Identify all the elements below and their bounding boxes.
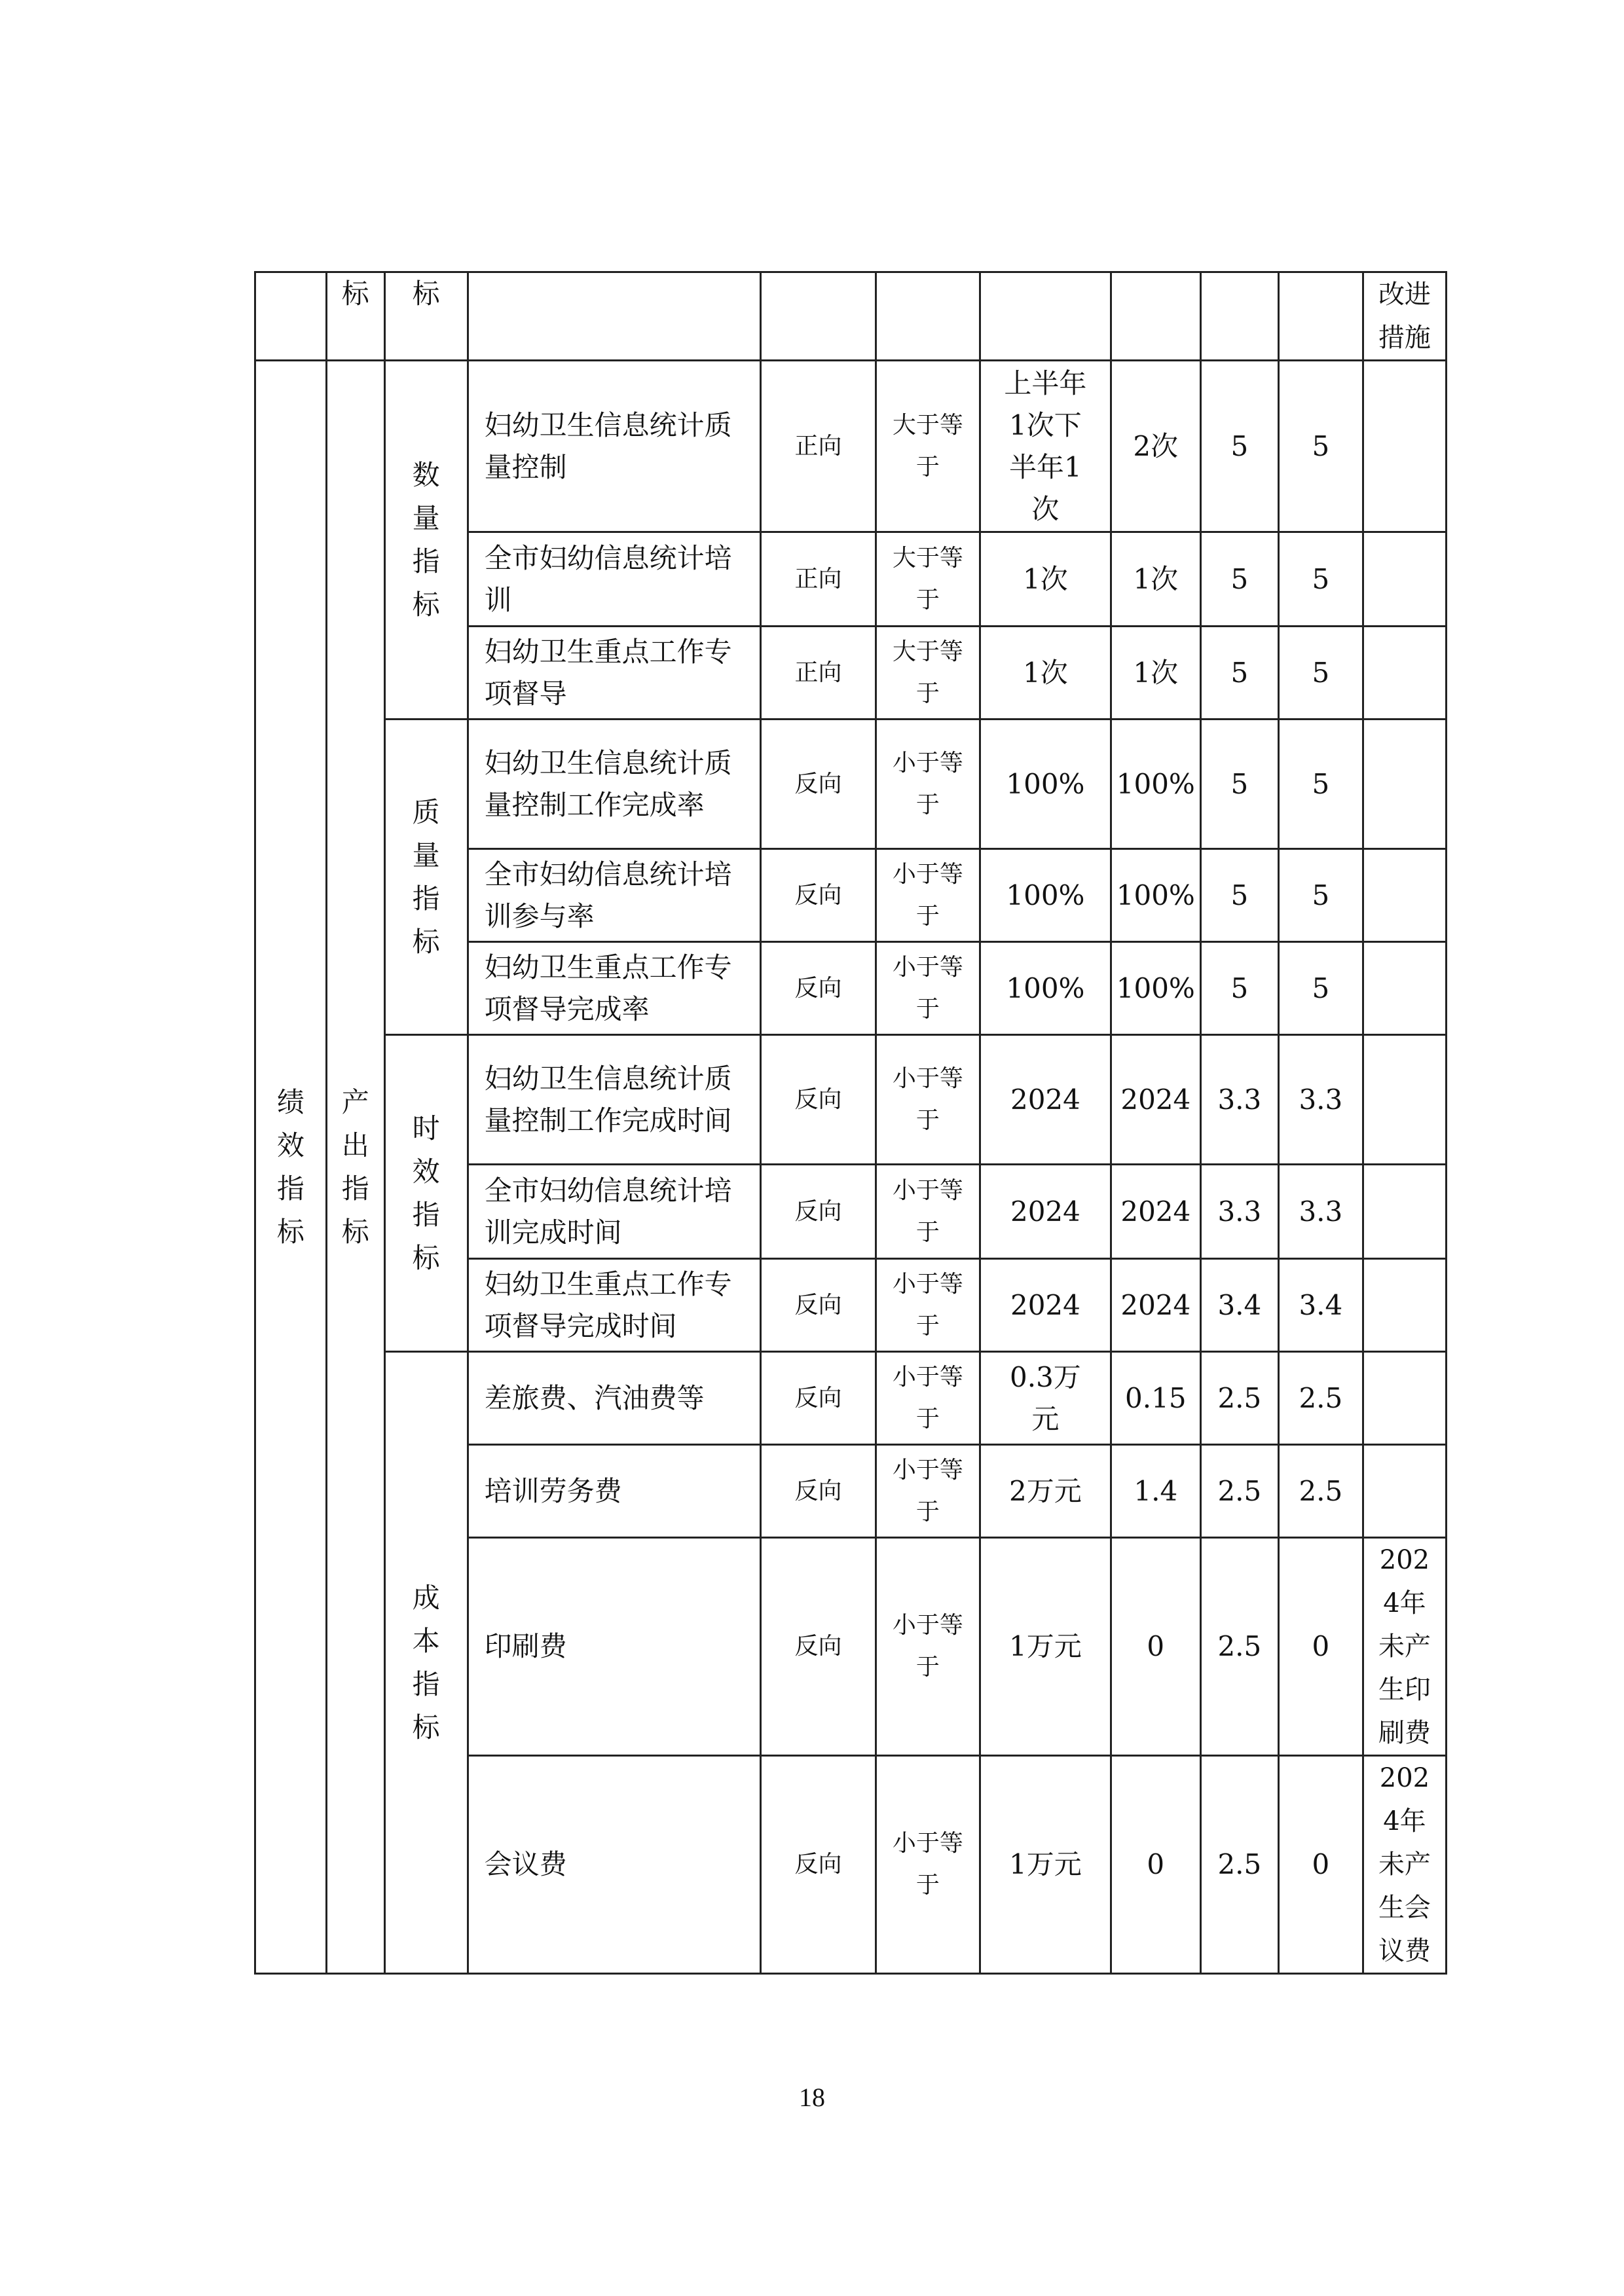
actual-cell: 1.4 — [1111, 1445, 1200, 1538]
weight-cell: 3.3 — [1200, 1035, 1278, 1165]
header-cell-weight — [1200, 272, 1278, 361]
header-cell-indicator — [468, 272, 761, 361]
target-cell: 100% — [980, 942, 1111, 1035]
actual-cell: 1次 — [1111, 532, 1200, 627]
score-cell: 5 — [1278, 361, 1363, 532]
indicator-cell: 会议费 — [468, 1756, 761, 1974]
weight-cell: 5 — [1200, 532, 1278, 627]
level2-cell — [326, 361, 384, 1974]
score-cell: 2.5 — [1278, 1352, 1363, 1445]
comparison-text: 小于等于 — [892, 1176, 963, 1246]
weight-cell: 2.5 — [1200, 1445, 1278, 1538]
target-cell: 2024 — [980, 1259, 1111, 1352]
header-cell-improvement — [1363, 272, 1446, 361]
comparison-cell — [876, 1165, 980, 1259]
score-cell: 5 — [1278, 627, 1363, 720]
direction-cell: 反向 — [761, 1445, 876, 1538]
actual-cell: 2024 — [1111, 1259, 1200, 1352]
comparison-cell — [876, 532, 980, 627]
comparison-text: 小于等于 — [892, 1612, 963, 1681]
score-cell: 5 — [1278, 849, 1363, 942]
weight-cell: 2.5 — [1200, 1538, 1278, 1756]
target-cell: 2024 — [980, 1035, 1111, 1165]
table-header-row — [255, 272, 1447, 361]
remark-cell — [1363, 532, 1446, 627]
weight-cell: 5 — [1200, 849, 1278, 942]
indicator-cell: 全市妇幼信息统计培训参与率 — [468, 849, 761, 942]
table-row — [255, 720, 1447, 849]
header-cell-actual — [1111, 272, 1200, 361]
comparison-text: 小于等于 — [892, 1270, 963, 1339]
indicator-cell: 妇幼卫生重点工作专项督导完成时间 — [468, 1259, 761, 1352]
direction-cell: 正向 — [761, 532, 876, 627]
group-name-cell — [384, 361, 468, 720]
actual-cell: 0 — [1111, 1756, 1200, 1974]
remark-cell — [1363, 720, 1446, 849]
remark-text: 2024年未产生会议费 — [1378, 1763, 1431, 1966]
target-cell: 100% — [980, 849, 1111, 942]
direction-cell: 反向 — [761, 849, 876, 942]
actual-cell: 100% — [1111, 942, 1200, 1035]
group-name: 时效指标 — [412, 1112, 440, 1274]
comparison-text: 大于等于 — [892, 638, 963, 707]
comparison-cell — [876, 1445, 980, 1538]
comparison-text: 小于等于 — [892, 1830, 963, 1899]
comparison-text: 小于等于 — [892, 749, 963, 818]
remark-cell — [1363, 1035, 1446, 1165]
remark-cell — [1363, 1165, 1446, 1259]
weight-cell: 5 — [1200, 361, 1278, 532]
actual-cell: 0.15 — [1111, 1352, 1200, 1445]
level2-text: 产出指标 — [341, 1085, 369, 1248]
remark-cell — [1363, 1445, 1446, 1538]
actual-cell: 100% — [1111, 720, 1200, 849]
target-cell: 1次 — [980, 627, 1111, 720]
direction-cell: 反向 — [761, 720, 876, 849]
header-cell-level2 — [326, 272, 384, 361]
header-cell-score — [1278, 272, 1363, 361]
indicator-cell: 全市妇幼信息统计培训 — [468, 532, 761, 627]
target-cell: 2024 — [980, 1165, 1111, 1259]
group-name-cell — [384, 1035, 468, 1352]
target-cell — [980, 361, 1111, 532]
score-cell: 3.3 — [1278, 1035, 1363, 1165]
table-row — [255, 361, 1447, 532]
weight-cell: 2.5 — [1200, 1756, 1278, 1974]
comparison-text: 小于等于 — [892, 1456, 963, 1525]
remark-cell — [1363, 849, 1446, 942]
header-cell-level3 — [384, 272, 468, 361]
group-name: 质量指标 — [412, 795, 440, 958]
comparison-cell — [876, 1352, 980, 1445]
score-cell: 5 — [1278, 532, 1363, 627]
direction-cell: 反向 — [761, 1756, 876, 1974]
actual-cell: 2024 — [1111, 1035, 1200, 1165]
table-row — [255, 1035, 1447, 1165]
target-text: 上半年1次下半年1次 — [1004, 367, 1087, 525]
comparison-cell — [876, 1259, 980, 1352]
indicator-cell: 妇幼卫生信息统计质量控制工作完成率 — [468, 720, 761, 849]
group-name-cell — [384, 1352, 468, 1974]
target-text: 0.3万元 — [1010, 1360, 1081, 1435]
header-cell-level2-text: 标 — [341, 278, 369, 310]
target-cell: 2万元 — [980, 1445, 1111, 1538]
comparison-cell — [876, 361, 980, 532]
score-cell: 5 — [1278, 720, 1363, 849]
comparison-cell — [876, 1756, 980, 1974]
actual-cell: 0 — [1111, 1538, 1200, 1756]
header-cell-direction — [761, 272, 876, 361]
actual-cell: 100% — [1111, 849, 1200, 942]
remark-cell — [1363, 627, 1446, 720]
comparison-cell — [876, 720, 980, 849]
target-cell: 1万元 — [980, 1756, 1111, 1974]
weight-cell: 3.4 — [1200, 1259, 1278, 1352]
header-cell-level3-text: 标 — [412, 278, 440, 310]
weight-cell: 5 — [1200, 627, 1278, 720]
header-cell-comparison — [876, 272, 980, 361]
comparison-cell — [876, 942, 980, 1035]
comparison-text: 大于等于 — [892, 411, 963, 481]
target-cell — [980, 1352, 1111, 1445]
remark-cell — [1363, 1756, 1446, 1974]
indicator-cell: 培训劳务费 — [468, 1445, 761, 1538]
indicator-cell: 妇幼卫生重点工作专项督导完成率 — [468, 942, 761, 1035]
actual-cell: 2024 — [1111, 1165, 1200, 1259]
direction-cell: 正向 — [761, 361, 876, 532]
comparison-text: 小于等于 — [892, 1065, 963, 1134]
remark-cell — [1363, 361, 1446, 532]
group-name: 数量指标 — [412, 458, 440, 621]
score-cell: 5 — [1278, 942, 1363, 1035]
comparison-cell — [876, 1035, 980, 1165]
direction-cell: 反向 — [761, 1538, 876, 1756]
table-row — [255, 1352, 1447, 1445]
target-cell: 1次 — [980, 532, 1111, 627]
comparison-text: 小于等于 — [892, 1363, 963, 1432]
direction-cell: 正向 — [761, 627, 876, 720]
indicator-cell: 妇幼卫生信息统计质量控制工作完成时间 — [468, 1035, 761, 1165]
direction-cell: 反向 — [761, 1165, 876, 1259]
remark-cell — [1363, 1259, 1446, 1352]
target-cell: 1万元 — [980, 1538, 1111, 1756]
weight-cell: 3.3 — [1200, 1165, 1278, 1259]
indicator-cell: 印刷费 — [468, 1538, 761, 1756]
group-name-cell — [384, 720, 468, 1035]
header-cell-target — [980, 272, 1111, 361]
table-body — [255, 272, 1447, 1974]
comparison-text: 大于等于 — [892, 544, 963, 613]
group-name: 成本指标 — [412, 1581, 440, 1743]
performance-indicator-table — [254, 271, 1447, 1975]
target-cell: 100% — [980, 720, 1111, 849]
comparison-cell — [876, 1538, 980, 1756]
remark-cell — [1363, 942, 1446, 1035]
direction-cell: 反向 — [761, 1352, 876, 1445]
actual-cell: 1次 — [1111, 627, 1200, 720]
score-cell: 0 — [1278, 1756, 1363, 1974]
direction-cell: 反向 — [761, 1259, 876, 1352]
header-cell-level1 — [255, 272, 327, 361]
indicator-cell: 妇幼卫生信息统计质量控制 — [468, 361, 761, 532]
indicator-cell: 妇幼卫生重点工作专项督导 — [468, 627, 761, 720]
header-cell-improvement-text: 改进措施 — [1378, 280, 1431, 353]
comparison-cell — [876, 849, 980, 942]
score-cell: 3.4 — [1278, 1259, 1363, 1352]
remark-cell — [1363, 1538, 1446, 1756]
actual-cell: 2次 — [1111, 361, 1200, 532]
weight-cell: 2.5 — [1200, 1352, 1278, 1445]
comparison-text: 小于等于 — [892, 953, 963, 1023]
direction-cell: 反向 — [761, 1035, 876, 1165]
level1-text: 绩效指标 — [276, 1085, 304, 1248]
indicator-cell: 差旅费、汽油费等 — [468, 1352, 761, 1445]
direction-cell: 反向 — [761, 942, 876, 1035]
score-cell: 2.5 — [1278, 1445, 1363, 1538]
indicator-cell: 全市妇幼信息统计培训完成时间 — [468, 1165, 761, 1259]
remark-text: 2024年未产生印刷费 — [1378, 1545, 1431, 1748]
comparison-cell — [876, 627, 980, 720]
remark-cell — [1363, 1352, 1446, 1445]
score-cell: 3.3 — [1278, 1165, 1363, 1259]
level1-cell — [255, 361, 327, 1974]
comparison-text: 小于等于 — [892, 860, 963, 930]
weight-cell: 5 — [1200, 720, 1278, 849]
score-cell: 0 — [1278, 1538, 1363, 1756]
weight-cell: 5 — [1200, 942, 1278, 1035]
page-number: 18 — [799, 2083, 825, 2112]
